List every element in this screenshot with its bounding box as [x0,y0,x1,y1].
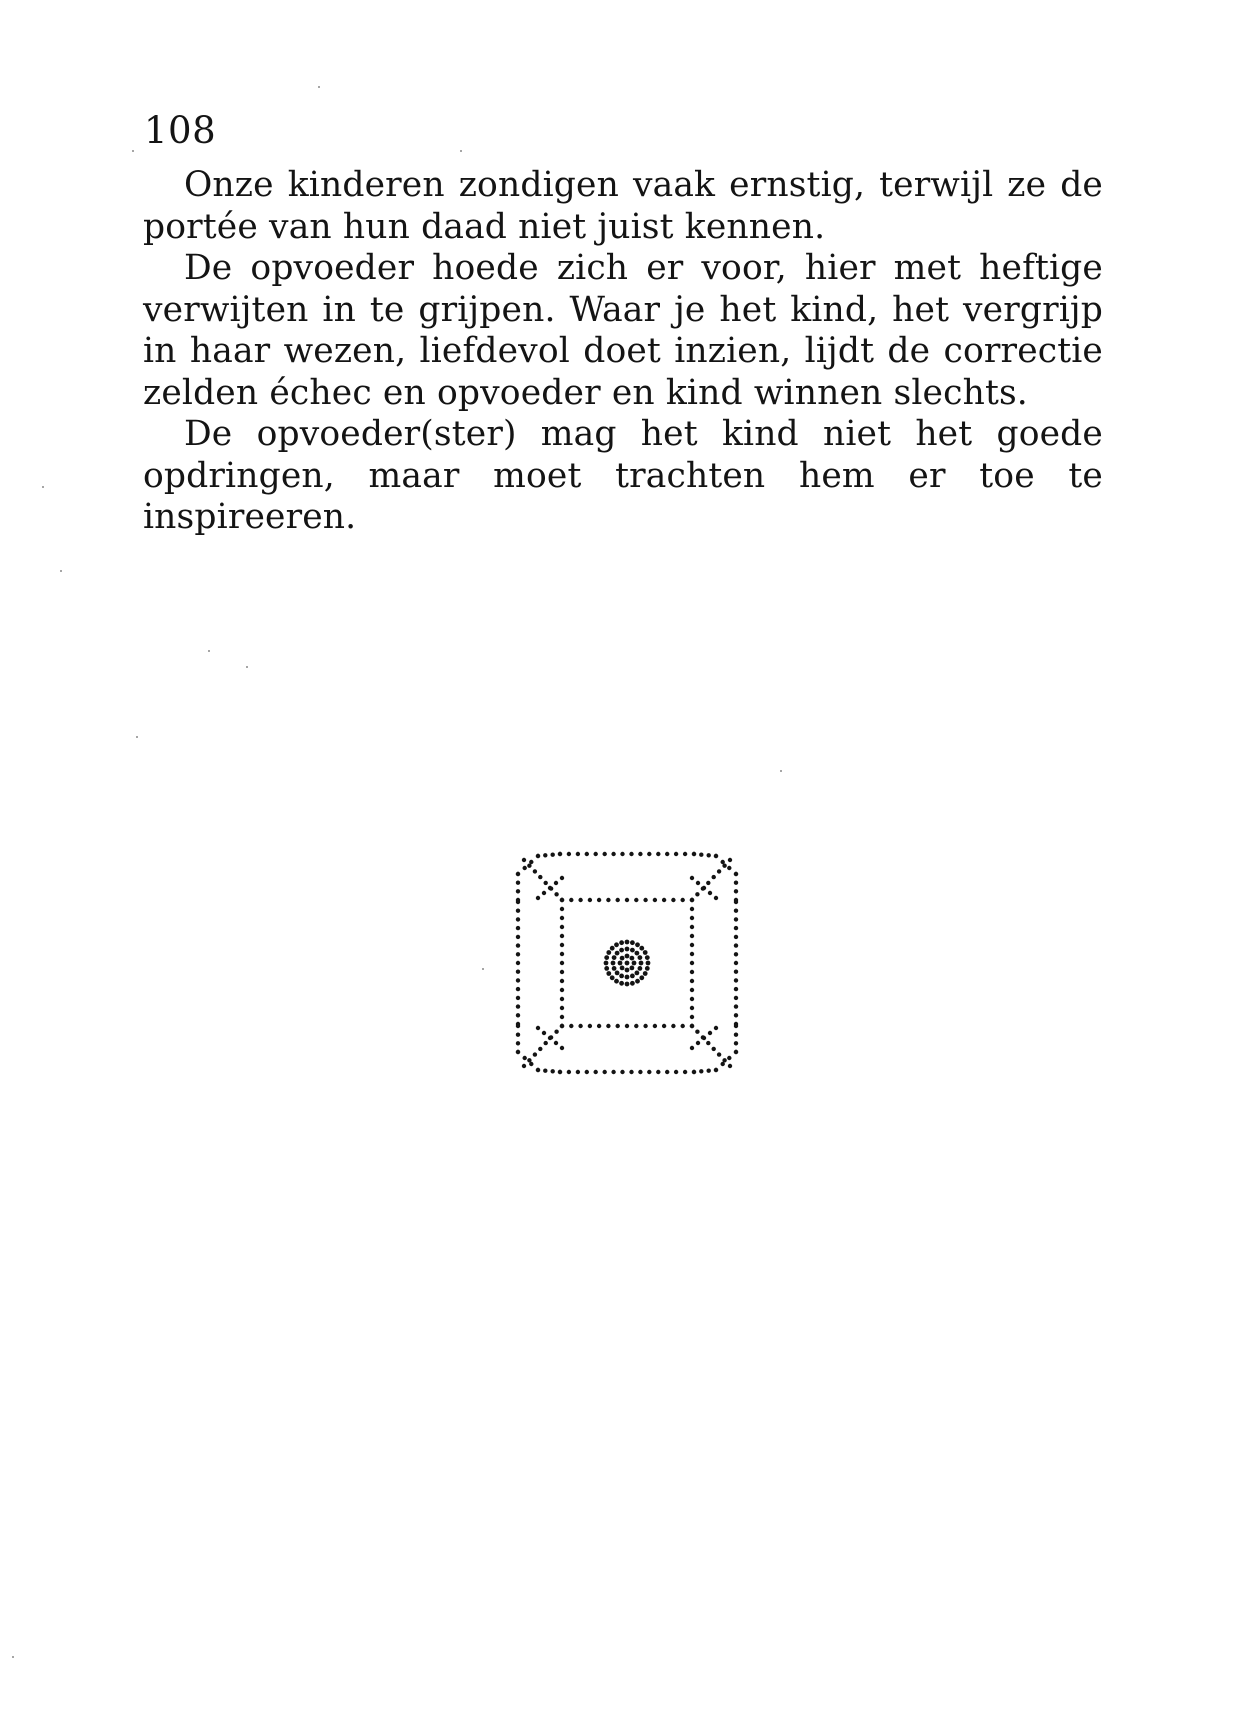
ornament-dot [576,1070,580,1074]
ornament-dot [645,955,650,960]
ornament-dot [542,1031,546,1035]
ornament-dot [516,952,520,956]
ornament-dot [734,1004,738,1008]
ornament-dot [696,1041,700,1045]
ornament-dot [708,891,712,895]
ornament-dot [630,948,635,953]
scan-speck [318,86,320,88]
ornament-dot [690,1046,694,1050]
ornament-dot [656,1070,660,1074]
ornament-dot [516,935,520,939]
ornament-dot [619,940,624,945]
ornament-dot [544,1041,548,1045]
ornament-dot [616,1024,620,1028]
paragraph-3: De opvoeder(ster) mag het kind niet het goede opdringen, maar moet trachten hem er toe te inspireeren. [143,414,1103,537]
ornament-dot [604,955,609,960]
ornament-dot [610,975,615,980]
ornament-dot [625,947,630,952]
ornament-dot [620,956,625,961]
ornament-dot [734,987,738,991]
ornament-dot [560,988,564,992]
ornament-dot [536,1068,540,1072]
ornament-dot [706,1041,710,1045]
ornament-dot [536,896,540,900]
ornament-dot [516,996,520,1000]
ornament-dot [560,997,564,1001]
ornament-dot [548,886,552,890]
scan-speck [460,150,462,152]
ornament-dot [560,934,564,938]
ornament-dot [714,1068,718,1072]
ornament-dot [634,1024,638,1028]
scan-speck [42,486,44,488]
scan-speck [780,770,782,772]
ornament-dot [529,1062,533,1066]
ornament-dot [643,898,647,902]
ornament-dot [578,1024,582,1028]
ornament-dot [516,1033,520,1037]
ornament-dot [554,1041,558,1045]
ornament-dot [630,940,635,945]
ornament-dot [619,948,624,953]
ornament-dot [594,852,598,856]
ornament-dot [516,909,520,913]
ornament-dot [690,979,694,983]
ornament-dot [544,881,548,885]
ornament-dot [734,898,738,902]
ornament-dot [639,975,644,980]
ornament-dot [619,981,624,986]
ornament-dot [611,852,615,856]
ornament-dot [588,1024,592,1028]
ornament-dot [616,898,620,902]
ornament-dot [516,943,520,947]
ornament-dot [728,1064,732,1068]
ornament-dot [708,1031,712,1035]
ornament-dot [560,1006,564,1010]
scan-speck [60,570,62,572]
ornament-dot [612,966,617,971]
ornament-dot [620,1070,624,1074]
page-number: 108 [144,109,217,152]
ornament-dot [551,1069,555,1073]
dotted-square-ornament-icon [514,850,740,1076]
ornament-dot [560,907,564,911]
ornament-dot [674,852,678,856]
scan-speck [132,150,134,152]
ornament-dot [674,1070,678,1074]
ornament-dot [516,889,520,893]
ornament-dot [645,966,650,971]
ornament-dot [638,852,642,856]
ornament-dot [643,971,648,976]
ornament-dot [717,1052,721,1056]
ornament-dot [625,982,630,987]
ornament-dot [690,943,694,947]
ornament-dot [683,852,687,856]
ornament-dot [690,876,694,880]
ornament-dot [734,952,738,956]
ornament-dot [699,1069,703,1073]
ornament-dot [625,1024,629,1028]
ornament-dot [695,892,699,896]
ornament-dot [611,961,616,966]
ornament-dot [690,961,694,965]
ornament-dot [629,852,633,856]
ornament-dot [625,940,630,945]
ornament-dot [646,961,651,966]
ornament-dot [662,1024,666,1028]
ornament-dot [614,979,619,984]
ornament-dot [585,1070,589,1074]
ornament-dot [635,942,640,947]
ornament-dot [612,955,617,960]
ornament-dot [734,1013,738,1017]
ornament-dot [516,1041,520,1045]
ornament-dot [538,875,542,879]
ornament-dot [551,853,555,857]
ornament-dot [516,978,520,982]
ornament-dot [643,1024,647,1028]
ornament-dot [653,898,657,902]
ornament-dot [536,1026,540,1030]
ornament-dot [606,950,611,955]
ornament-dot [569,898,573,902]
ornament-dot [653,1024,657,1028]
ornament-dot [630,981,635,986]
ornament-dot [533,1052,537,1056]
ornament-dot [548,1036,552,1040]
ornament-dot [516,872,520,876]
ornament-dot [606,1024,610,1028]
ornament-dot [610,946,615,951]
ornament-dot [638,1070,642,1074]
ornament-dot [536,854,540,858]
ornament-dot [594,1070,598,1074]
ornament-dot [727,1056,731,1060]
ornament-dot [522,858,526,862]
ornament-dot [560,925,564,929]
ornament-dot [560,952,564,956]
ornament-dot [734,1050,738,1054]
ornament-dot [554,892,558,896]
scan-speck [482,968,484,970]
ornament-dot [603,852,607,856]
ornament-dot [606,898,610,902]
ornament-dot [692,852,696,856]
ornament-dot [543,853,547,857]
ornament-dot [734,872,738,876]
ornament-dot [634,898,638,902]
ornament-dot [671,1024,675,1028]
ornament-dot [560,1024,564,1028]
ornament-dot [714,854,718,858]
ornament-dot [597,1024,601,1028]
ornament-dot [690,1006,694,1010]
ornament-dot [560,1015,564,1019]
ornament-dot [734,1041,738,1045]
scan-speck [208,650,210,652]
ornament-dot [538,1047,542,1051]
ornament-dot [702,886,706,890]
ornament-dot [604,961,609,966]
ornament-dot [560,979,564,983]
ornament-dot [625,968,630,973]
ornament-dot [625,954,630,959]
ornament-dot [734,881,738,885]
ornament-dot [656,852,660,856]
ornament-dot [734,917,738,921]
ornament-dot [560,898,564,902]
ornament-dot [588,898,592,902]
ornament-dot [554,881,558,885]
ornament-dot [734,978,738,982]
ornament-dot [611,1070,615,1074]
ornament-dot [619,974,624,979]
ornament-dot [712,875,716,879]
ornament-dot [614,942,619,947]
ornament-dot [690,1024,694,1028]
ornament-dot [734,1024,738,1028]
ornament-dot [665,1070,669,1074]
ornament-dot [620,852,624,856]
ornament-dot [606,971,611,976]
paragraph-2: De opvoeder hoede zich er voor, hier met heftige verwijten in te grijpen. Waar je het kind, het vergrijp in haar wezen, liefdevol doet inzien, lijdt de correctie zelden échec en opvoeder en kind winnen slechts. [143,248,1103,413]
ornament-dot [516,898,520,902]
ornament-dot [696,881,700,885]
ornament-dot [671,898,675,902]
ornament-dot [569,1024,573,1028]
ornament-dot [699,853,703,857]
ornament-dot [560,916,564,920]
ornament-dot [690,934,694,938]
ornament-dot [543,1069,547,1073]
ornament-dot [615,951,620,956]
ornament-dot [727,866,731,870]
ornament-dot [734,909,738,913]
ornament-dot [690,907,694,911]
ornament-dot [516,1050,520,1054]
ornament-dot [647,1070,651,1074]
ornament-dot [529,860,533,864]
scan-speck [12,1656,14,1658]
ornament-dot [604,966,609,971]
ornament-dot [707,853,711,857]
ornament-dot [721,1062,725,1066]
ornament-dot [516,926,520,930]
ornament-dot [618,961,623,966]
ornament-dot [707,1069,711,1073]
ornament-dot [597,898,601,902]
ornament-dot [629,1070,633,1074]
ornament-dot [690,988,694,992]
ornament-dot [635,979,640,984]
ornament-dot [734,943,738,947]
ornament-dot [635,971,640,976]
ornament-dot [639,961,644,966]
ornament-dot [625,975,630,980]
ornament-dot [690,1015,694,1019]
ornament-dot [516,881,520,885]
ornament-dot [516,987,520,991]
ornament-dot [712,1047,716,1051]
ornament-dot [516,1013,520,1017]
scan-speck [246,666,248,668]
ornament-dot [690,970,694,974]
ornament-dot [681,898,685,902]
ornament-dot [516,1004,520,1008]
ornament-dot [560,1046,564,1050]
paragraph-1: Onze kinderen zondigen vaak ernstig, terwijl ze de portée van hun daad niet juist kennen. [143,165,1103,247]
ornament-dot [690,952,694,956]
body-text [143,165,1103,539]
ornament-dot [639,946,644,951]
ornament-dot [714,896,718,900]
ornament-dot [558,1070,562,1074]
ornament-dot [625,961,630,966]
ornament-dot [692,1070,696,1074]
scan-speck [136,736,138,738]
ornament-dot [578,898,582,902]
ornament-dot [683,1070,687,1074]
ornament-dot [523,866,527,870]
ornament-dot [603,1070,607,1074]
ornament-dot [554,1030,558,1034]
ornament-dot [721,860,725,864]
ornament-dot [558,852,562,856]
ornament-dot [638,966,643,971]
ornament-dot [567,852,571,856]
ornament-dot [734,970,738,974]
ornament-dot [702,1036,706,1040]
ornament-dot [638,955,643,960]
ornament-dot [630,956,635,961]
ornament-dot [632,961,637,966]
ornament-dot [662,898,666,902]
ornament-dot [706,881,710,885]
ornament-dot [560,970,564,974]
ornament-dot [728,858,732,862]
ornament-dot [522,1064,526,1068]
ornament-dot [734,926,738,930]
ornament-dot [542,891,546,895]
ornament-dot [567,1070,571,1074]
ornament-dot [647,852,651,856]
ornament-dot [585,852,589,856]
ornament-dot [516,1024,520,1028]
ornament-dot [690,925,694,929]
ornament-dot [576,852,580,856]
ornament-dot [516,970,520,974]
ornament-dot [734,996,738,1000]
ornament-dot [560,961,564,965]
ornament-dot [625,898,629,902]
ornament-dot [643,950,648,955]
ornament-dot [734,1033,738,1037]
ornament-dot [717,869,721,873]
ornament-dot [630,966,635,971]
ornament-dot [695,1030,699,1034]
ornament-dot [630,974,635,979]
ornament-dot [635,951,640,956]
ornament-dot [665,852,669,856]
ornament-dot [523,1056,527,1060]
ornament-dot [620,966,625,971]
ornament-dot [516,917,520,921]
ornament-dot [690,997,694,1001]
ornament-dot [681,1024,685,1028]
ornament-dot [714,1026,718,1030]
ornament-dot [533,869,537,873]
ornament-dot [560,876,564,880]
ornament-dot [560,943,564,947]
ornament-dot [690,898,694,902]
ornament-dot [615,971,620,976]
ornament-dot [734,961,738,965]
ornament-dot [516,961,520,965]
ornament-dot [734,935,738,939]
ornament-dot [734,889,738,893]
ornament-dot [690,916,694,920]
